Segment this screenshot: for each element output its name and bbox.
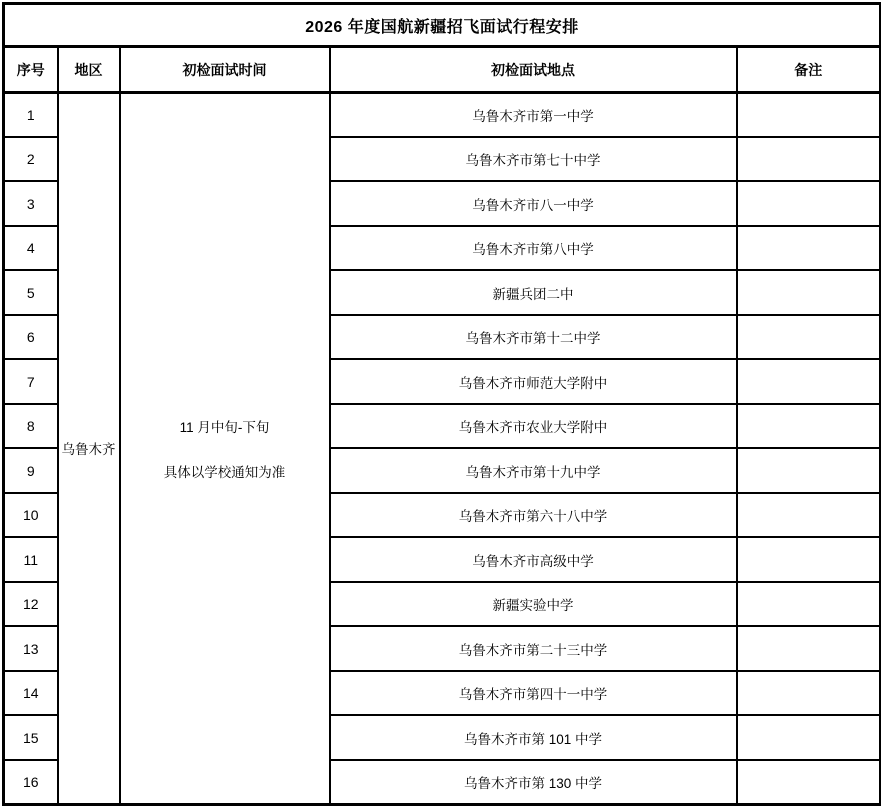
- location-cell: 乌鲁木齐市第七十中学: [330, 137, 737, 182]
- location-cell: 乌鲁木齐市第六十八中学: [330, 493, 737, 538]
- remark-cell: [737, 626, 881, 671]
- seq-cell: 10: [4, 493, 58, 538]
- seq-cell: 9: [4, 448, 58, 493]
- remark-cell: [737, 137, 881, 182]
- remark-cell: [737, 493, 881, 538]
- remark-cell: [737, 404, 881, 449]
- location-cell: 新疆兵团二中: [330, 270, 737, 315]
- location-cell: 乌鲁木齐市农业大学附中: [330, 404, 737, 449]
- seq-cell: 1: [4, 92, 58, 137]
- location-cell: 乌鲁木齐市第 101 中学: [330, 715, 737, 760]
- seq-cell: 13: [4, 626, 58, 671]
- remark-cell: [737, 92, 881, 137]
- table-row: [4, 92, 881, 137]
- seq-cell: 4: [4, 226, 58, 271]
- seq-cell: 11: [4, 537, 58, 582]
- remark-cell: [737, 537, 881, 582]
- seq-cell: 2: [4, 137, 58, 182]
- location-cell: 乌鲁木齐市第八中学: [330, 226, 737, 271]
- region-cell: 乌鲁木齐: [58, 92, 120, 804]
- page-title: 2026 年度国航新疆招飞面试行程安排: [4, 4, 881, 47]
- seq-cell: 7: [4, 359, 58, 404]
- location-cell: 乌鲁木齐市第 130 中学: [330, 760, 737, 805]
- seq-cell: 12: [4, 582, 58, 627]
- location-cell: 乌鲁木齐市八一中学: [330, 181, 737, 226]
- location-cell: 乌鲁木齐市高级中学: [330, 537, 737, 582]
- remark-cell: [737, 359, 881, 404]
- location-cell: 乌鲁木齐市第十九中学: [330, 448, 737, 493]
- time-line-2: 具体以学校通知为准: [163, 464, 286, 480]
- seq-cell: 3: [4, 181, 58, 226]
- location-cell: 乌鲁木齐市第一中学: [330, 92, 737, 137]
- seq-cell: 16: [4, 760, 58, 805]
- remark-cell: [737, 270, 881, 315]
- location-cell: 新疆实验中学: [330, 582, 737, 627]
- seq-cell: 6: [4, 315, 58, 360]
- header-seq: 序号: [4, 47, 58, 93]
- seq-cell: 14: [4, 671, 58, 716]
- header-time: 初检面试时间: [120, 47, 330, 93]
- remark-cell: [737, 448, 881, 493]
- time-cell: [120, 92, 330, 804]
- interview-schedule-table: [2, 2, 881, 806]
- remark-cell: [737, 226, 881, 271]
- time-line-1: 11 月中旬-下旬: [179, 419, 270, 435]
- remark-cell: [737, 715, 881, 760]
- location-cell: 乌鲁木齐市第十二中学: [330, 315, 737, 360]
- remark-cell: [737, 181, 881, 226]
- seq-cell: 8: [4, 404, 58, 449]
- header-region: 地区: [58, 47, 120, 93]
- location-cell: 乌鲁木齐市师范大学附中: [330, 359, 737, 404]
- remark-cell: [737, 760, 881, 805]
- seq-cell: 15: [4, 715, 58, 760]
- remark-cell: [737, 315, 881, 360]
- location-cell: 乌鲁木齐市第四十一中学: [330, 671, 737, 716]
- remark-cell: [737, 671, 881, 716]
- header-remark: 备注: [737, 47, 881, 93]
- title-row: [4, 4, 881, 47]
- header-location: 初检面试地点: [330, 47, 737, 93]
- location-cell: 乌鲁木齐市第二十三中学: [330, 626, 737, 671]
- remark-cell: [737, 582, 881, 627]
- header-row: [4, 47, 881, 93]
- seq-cell: 5: [4, 270, 58, 315]
